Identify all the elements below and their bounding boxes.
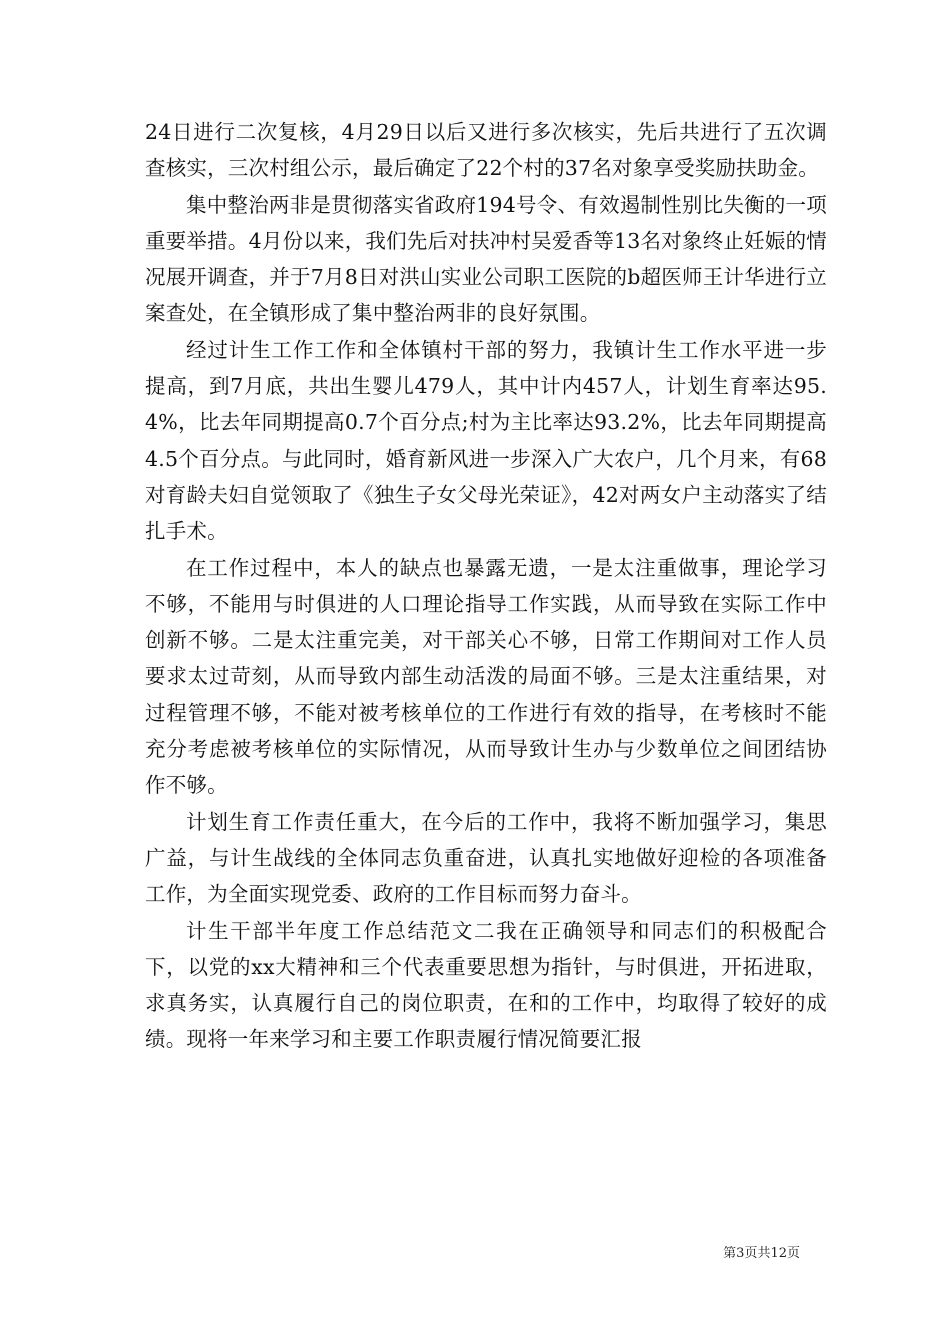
paragraph-shortcomings: 在工作过程中，本人的缺点也暴露无遗，一是太注重做事，理论学习不够，不能用与时俱进的人口理论指导工作实践，从而导致在实际工作中创新不够。二是太注重完美，对干部关心不够，日常工作期间对工作人员要求太过苛刻，从而导致内部生动活泼的局面不够。三是太注重结果，对过程管理不够，不能对被考核单位的工作进行有效的指导，在考核时不能充分考虑被考核单位的实际情况，从而导致计生办与少数单位之间团结协作不够。 — [145, 555, 827, 798]
paragraph-sample-two-intro: 计生干部半年度工作总结范文二我在正确领导和同志们的积极配合下，以党的xx大精神和三个代表重要思想为指针，与时俱进，开拓进取，求真务实，认真履行自己的岗位职责，在和的工作中，均取得了较好的成绩。现将一年来学习和主要工作职责履行情况简要汇报 — [145, 918, 827, 1052]
document-body — [145, 114, 827, 1058]
page-number-footer: 第3页共12页 — [723, 1246, 800, 1261]
paragraph-work-results: 经过计生工作工作和全体镇村干部的努力，我镇计生工作水平进一步提高，到7月底，共出生婴儿479人，其中计内457人，计划生育率达95.4%，比去年同期提高0.7个百分点;村为主比率达93.2%，比去年同期提高4.5个百分点。与此同时，婚育新风进一步深入广大农户，几个月来，有68对育龄夫妇自觉领取了《独生子女父母光荣证》，42对两女户主动落实了结扎手术。 — [145, 337, 827, 544]
paragraph-two-non-rectification: 集中整治两非是贯彻落实省政府194号令、有效遏制性别比失衡的一项重要举措。4月份以来，我们先后对扶冲村吴爱香等13名对象终止妊娠的情况展开调查，并于7月8日对洪山实业公司职工医院的b超医师王计华进行立案查处，在全镇形成了集中整治两非的良好氛围。 — [145, 192, 827, 326]
paragraph-future-plans: 计划生育工作责任重大，在今后的工作中，我将不断加强学习，集思广益，与计生战线的全体同志负重奋进，认真扎实地做好迎检的各项准备工作，为全面实现党委、政府的工作目标而努力奋斗。 — [145, 809, 827, 907]
paragraph-continuation: 24日进行二次复核，4月29日以后又进行多次核实，先后共进行了五次调查核实，三次村组公示，最后确定了22个村的37名对象享受奖励扶助金。 — [145, 120, 827, 181]
